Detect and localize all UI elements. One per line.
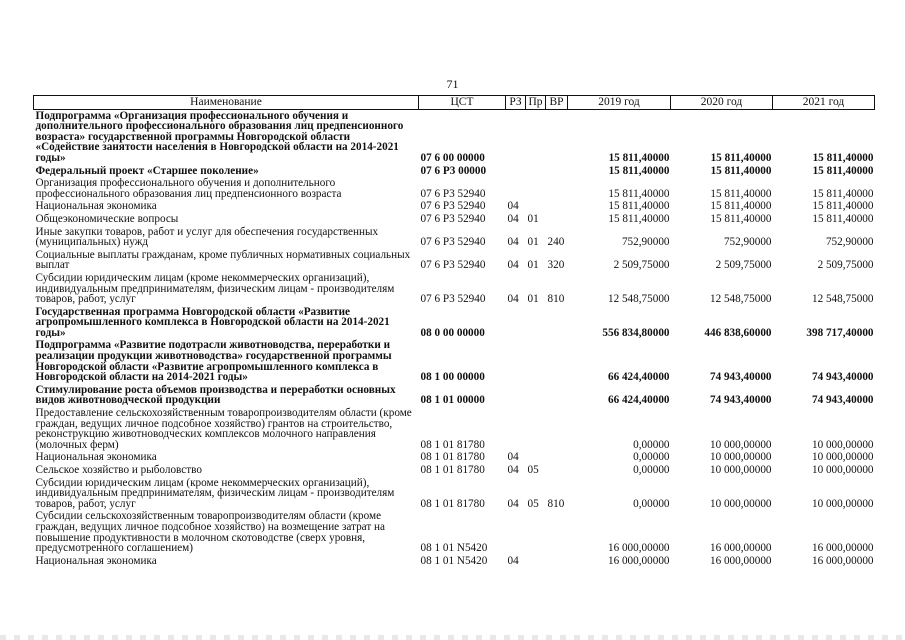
row-name: Субсидии юридическим лицам (кроме некоммерческих организаций), индивидуальным предпринимателям, физическим лицам - производителям товаров, работ, услуг	[35, 271, 395, 306]
row-vr	[546, 407, 568, 451]
row-2021: 15 811,40000	[812, 187, 874, 200]
row-2019: 0,00000	[633, 464, 670, 476]
row-pr	[526, 510, 546, 554]
row-2020: 16 000,00000	[709, 554, 772, 567]
row-name: Сельское хозяйство и рыболовство	[35, 464, 202, 476]
row-2019: 15 811,40000	[608, 187, 670, 200]
row-rz: 04	[507, 212, 519, 225]
row-2020: 16 000,00000	[709, 542, 772, 555]
header-name: Наименование	[34, 96, 419, 110]
row-cst: 08 1 01 81780	[420, 497, 485, 510]
row-vr: 320	[547, 259, 565, 272]
row-2021: 12 548,75000	[811, 293, 874, 306]
row-vr	[546, 510, 568, 554]
row-cst: 08 1 01 81780	[420, 438, 485, 451]
table-row	[34, 555, 875, 568]
header-pr: Пр	[526, 96, 546, 110]
row-cst: 07 6 P3 52940	[420, 187, 486, 200]
row-2019: 0,00000	[633, 438, 670, 451]
header-vr: ВР	[546, 96, 568, 110]
row-vr: 240	[547, 236, 565, 249]
row-vr	[546, 451, 568, 464]
table-row	[34, 226, 875, 249]
row-2019: 0,00000	[633, 451, 670, 464]
table-row	[34, 451, 875, 464]
row-name: Национальная экономика	[35, 200, 157, 213]
row-2020: 10 000,00000	[709, 464, 772, 476]
row-vr: 810	[547, 497, 565, 510]
row-pr	[526, 165, 546, 178]
row-pr: 05	[527, 464, 539, 476]
table-row	[34, 384, 875, 407]
header-cst: ЦСТ	[419, 96, 506, 110]
row-cst: 07 6 P3 52940	[420, 259, 486, 272]
row-vr	[546, 555, 568, 568]
table-row	[34, 306, 875, 340]
row-rz: 04	[507, 259, 519, 272]
row-2021: 10 000,00000	[811, 451, 874, 464]
row-2020: 74 943,40000	[709, 371, 772, 384]
table-row	[34, 510, 875, 554]
table-body	[34, 109, 875, 567]
row-vr	[546, 464, 568, 477]
row-rz: 04	[507, 293, 519, 306]
row-2019: 15 811,40000	[608, 212, 670, 225]
row-2019: 12 548,75000	[607, 293, 670, 306]
row-name: Федеральный проект «Старшее поколение»	[35, 164, 259, 177]
table-header	[34, 96, 875, 110]
row-rz: 04	[507, 200, 519, 213]
row-2019: 556 834,80000	[602, 326, 670, 339]
row-name: Подпрограмма «Организация профессионального обучения и дополнительного профессионального образования лиц предпенсионного возраста» государственной программы Новгородской области «Содействие занятости населения в Новгородской области на 2014-2021 годы»	[35, 109, 404, 164]
row-vr	[546, 306, 568, 340]
row-name: Общеэкономические вопросы	[35, 212, 179, 225]
row-2021: 74 943,40000	[811, 371, 874, 384]
row-cst: 08 1 01 N5420	[420, 554, 488, 567]
table-row	[34, 200, 875, 213]
row-cst: 08 1 00 00000	[420, 371, 485, 384]
row-2020: 10 000,00000	[709, 497, 772, 510]
row-rz	[506, 384, 526, 407]
row-rz	[506, 165, 526, 178]
row-vr	[546, 177, 568, 200]
row-pr	[526, 407, 546, 451]
row-2020: 12 548,75000	[709, 293, 772, 306]
row-2021: 10 000,00000	[811, 438, 874, 451]
row-2019: 16 000,00000	[607, 542, 670, 555]
row-2020: 10 000,00000	[709, 438, 772, 451]
row-name: Организация профессионального обучения и дополнительного профессионального образования лиц предпенсионного возраста	[35, 177, 342, 200]
row-rz: 04	[507, 236, 519, 249]
table-row	[34, 339, 875, 383]
row-cst: 08 1 01 81780	[420, 451, 485, 464]
table-row	[34, 477, 875, 511]
row-2019: 2 509,75000	[613, 259, 670, 272]
row-2019: 15 811,40000	[608, 151, 670, 164]
row-2020: 15 811,40000	[710, 164, 772, 177]
row-2019: 752,90000	[621, 236, 670, 249]
row-vr: 810	[547, 293, 565, 306]
row-2021: 2 509,75000	[817, 259, 874, 272]
row-rz: 04	[507, 554, 519, 567]
row-pr	[526, 555, 546, 568]
row-vr	[546, 109, 568, 164]
row-2019: 0,00000	[633, 497, 670, 510]
scan-edge-artifact	[0, 635, 905, 640]
row-2020: 446 838,60000	[704, 326, 772, 339]
row-name: Предоставление сельскохозяйственным товаропроизводителям области (кроме граждан, ведущих личное подсобное хозяйство) грантов на строительство, реконструкцию животноводческих комплексов молочного направления (молочных ферм)	[35, 407, 412, 451]
row-2019: 66 424,40000	[607, 371, 670, 384]
row-name: Иные закупки товаров, работ и услуг для обеспечения государственных (муниципальных) нужд	[35, 225, 379, 249]
row-vr	[546, 339, 568, 383]
row-2019: 15 811,40000	[608, 164, 670, 177]
header-2020: 2020 год	[671, 96, 773, 110]
table-row	[34, 177, 875, 200]
table-row	[34, 165, 875, 178]
row-rz: 04	[507, 451, 519, 464]
row-rz: 04	[507, 497, 519, 510]
row-name: Субсидии юридическим лицам (кроме некоммерческих организаций), индивидуальным предпринимателям, физическим лицам - производителям товаров, работ, услуг	[35, 476, 395, 510]
row-name: Государственная программа Новгородской области «Развитие агропромышленного комплекса в Новгородской области на 2014-2021 годы»	[35, 305, 390, 339]
row-cst: 07 6 P3 52940	[420, 293, 486, 306]
table-row	[34, 407, 875, 451]
row-pr	[526, 306, 546, 340]
row-rz	[506, 510, 526, 554]
row-pr: 01	[527, 293, 539, 306]
row-vr	[546, 165, 568, 178]
table-row	[34, 249, 875, 272]
row-2021: 74 943,40000	[811, 394, 874, 407]
row-2021: 15 811,40000	[812, 164, 874, 177]
row-2021: 398 717,40000	[806, 326, 874, 339]
row-2020: 15 811,40000	[710, 151, 772, 164]
page-number: 71	[446, 77, 459, 91]
row-2020: 2 509,75000	[715, 259, 772, 272]
row-cst: 07 6 P3 52940	[420, 200, 486, 213]
row-pr	[526, 109, 546, 164]
row-cst: 07 6 00 00000	[420, 151, 485, 164]
row-name: Социальные выплаты гражданам, кроме публичных нормативных социальных выплат	[35, 248, 411, 272]
row-pr: 01	[527, 259, 539, 272]
row-name: Стимулирование роста объемов производства и переработки основных видов животноводческой продукции	[35, 383, 396, 407]
row-pr	[526, 177, 546, 200]
row-2021: 10 000,00000	[811, 464, 874, 476]
row-name: Национальная экономика	[35, 451, 157, 464]
row-vr	[546, 384, 568, 407]
row-cst: 08 1 01 N5420	[420, 542, 488, 555]
row-cst: 07 6 P3 00000	[420, 164, 487, 177]
row-2021: 16 000,00000	[811, 542, 874, 555]
row-cst: 07 6 P3 52940	[420, 212, 486, 225]
table-row	[34, 213, 875, 226]
row-2020: 15 811,40000	[710, 212, 772, 225]
row-pr: 01	[527, 212, 539, 225]
row-pr: 05	[527, 497, 539, 510]
row-pr	[526, 384, 546, 407]
row-2021: 10 000,00000	[811, 497, 874, 510]
row-2021: 752,90000	[825, 236, 874, 249]
row-vr	[546, 213, 568, 226]
row-rz	[506, 306, 526, 340]
row-2020: 15 811,40000	[710, 187, 772, 200]
header-2021: 2021 год	[773, 96, 875, 110]
row-name: Субсидии сельскохозяйственным товаропроизводителям области (кроме граждан, ведущих личное подсобное хозяйство) на возмещение затрат на повышение продуктивности в молочном скотоводстве (сверх уровня, предусмотренного соглашением)	[35, 510, 385, 555]
row-name: Национальная экономика	[35, 554, 157, 567]
row-2020: 15 811,40000	[710, 200, 772, 213]
row-2019: 16 000,00000	[607, 554, 670, 567]
row-pr	[526, 339, 546, 383]
row-2021: 16 000,00000	[811, 554, 874, 567]
row-pr: 01	[527, 236, 539, 249]
row-2020: 10 000,00000	[709, 451, 772, 464]
header-rz: РЗ	[506, 96, 526, 110]
row-pr	[526, 200, 546, 213]
row-vr	[546, 200, 568, 213]
row-2021: 15 811,40000	[812, 200, 874, 213]
row-2020: 752,90000	[723, 236, 772, 249]
budget-table	[33, 95, 875, 567]
row-2021: 15 811,40000	[812, 212, 874, 225]
row-name: Подпрограмма «Развитие подотрасли животноводства, переработки и реализации продукции животноводства» государственной программы Новгородской области «Развитие агропромышленного комплекса в Новгородской области на 2014-2021 годы»	[35, 339, 392, 384]
row-cst: 08 0 00 00000	[420, 326, 485, 339]
row-2020: 74 943,40000	[709, 394, 772, 407]
row-2019: 15 811,40000	[608, 200, 670, 213]
row-rz	[506, 407, 526, 451]
row-cst: 08 1 01 00000	[420, 394, 485, 407]
row-rz	[506, 177, 526, 200]
row-2021: 15 811,40000	[812, 151, 874, 164]
table-row	[34, 464, 875, 477]
row-cst: 07 6 P3 52940	[420, 236, 486, 249]
row-rz: 04	[507, 464, 519, 476]
table-row	[34, 109, 875, 164]
row-2019: 66 424,40000	[607, 394, 670, 407]
row-rz	[506, 339, 526, 383]
header-2019: 2019 год	[568, 96, 671, 110]
row-cst: 08 1 01 81780	[420, 464, 485, 476]
row-rz	[506, 109, 526, 164]
table-row	[34, 272, 875, 306]
row-pr	[526, 451, 546, 464]
